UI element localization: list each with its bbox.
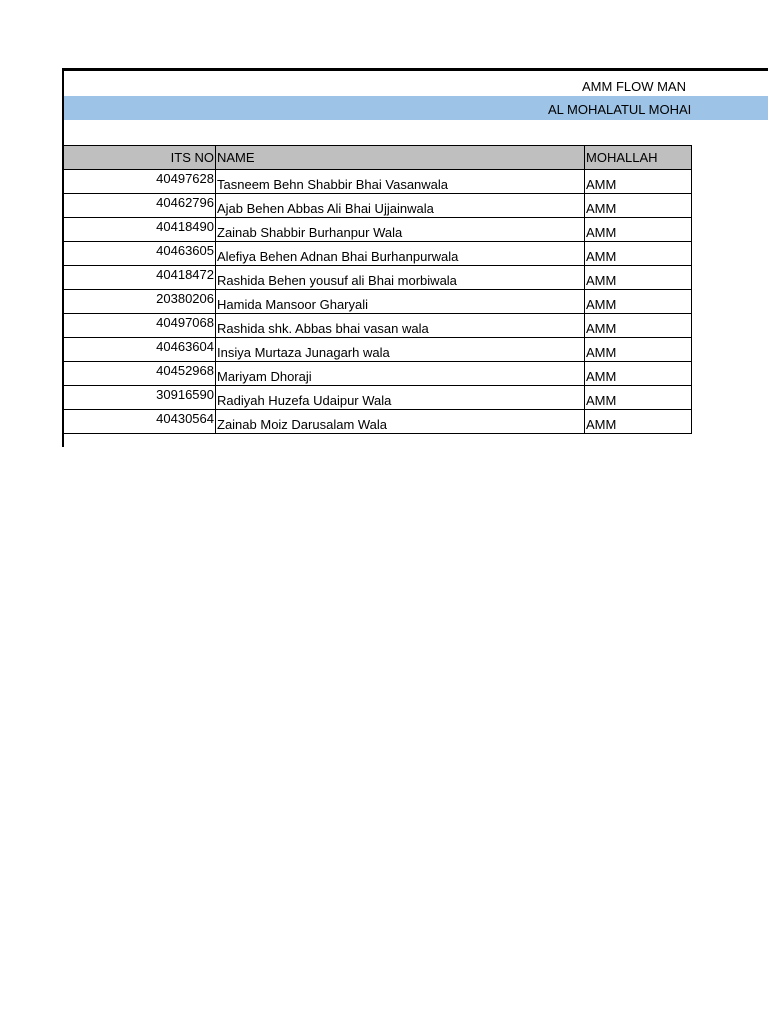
mohallah-cell: AMM xyxy=(585,386,692,410)
table-row xyxy=(64,290,692,314)
table-row xyxy=(64,242,692,266)
table-row xyxy=(64,218,692,242)
table-row xyxy=(64,314,692,338)
name-cell: Zainab Shabbir Burhanpur Wala xyxy=(216,218,585,242)
table-row xyxy=(64,410,692,434)
mohallah-cell: AMM xyxy=(585,410,692,434)
its-no-cell: 40418490 xyxy=(64,218,216,242)
header-row xyxy=(64,146,692,170)
mohallah-cell: AMM xyxy=(585,170,692,194)
header-its-no: ITS NO xyxy=(64,146,216,170)
name-cell: Rashida shk. Abbas bhai vasan wala xyxy=(216,314,585,338)
table-row xyxy=(64,338,692,362)
its-no-cell: 40418472 xyxy=(64,266,216,290)
mohallah-cell: AMM xyxy=(585,338,692,362)
name-cell: Zainab Moiz Darusalam Wala xyxy=(216,410,585,434)
mohallah-cell: AMM xyxy=(585,290,692,314)
table-row xyxy=(64,266,692,290)
name-cell: Hamida Mansoor Gharyali xyxy=(216,290,585,314)
mohallah-cell: AMM xyxy=(585,266,692,290)
table-row xyxy=(64,386,692,410)
sheet-subtitle: AL MOHALATUL MOHAI xyxy=(548,102,692,117)
name-cell: Rashida Behen yousuf ali Bhai morbiwala xyxy=(216,266,585,290)
its-no-cell: 20380206 xyxy=(64,290,216,314)
title-row xyxy=(64,71,768,96)
its-no-cell: 40497628 xyxy=(64,170,216,194)
its-no-cell: 40462796 xyxy=(64,194,216,218)
mohallah-cell: AMM xyxy=(585,218,692,242)
table-body xyxy=(64,170,692,434)
its-no-cell: 40463605 xyxy=(64,242,216,266)
its-no-cell: 30916590 xyxy=(64,386,216,410)
table-row xyxy=(64,362,692,386)
mohallah-cell: AMM xyxy=(585,194,692,218)
subtitle-band xyxy=(64,96,768,120)
header-name: NAME xyxy=(216,146,585,170)
table-row xyxy=(64,194,692,218)
name-cell: Mariyam Dhoraji xyxy=(216,362,585,386)
header-mohallah: MOHALLAH xyxy=(585,146,692,170)
name-cell: Ajab Behen Abbas Ali Bhai Ujjainwala xyxy=(216,194,585,218)
its-no-cell: 40430564 xyxy=(64,410,216,434)
sheet-title: AMM FLOW MAN xyxy=(582,79,686,94)
members-table xyxy=(63,145,692,434)
name-cell: Radiyah Huzefa Udaipur Wala xyxy=(216,386,585,410)
spreadsheet-page xyxy=(62,68,768,448)
mohallah-cell: AMM xyxy=(585,314,692,338)
its-no-cell: 40463604 xyxy=(64,338,216,362)
name-cell: Alefiya Behen Adnan Bhai Burhanpurwala xyxy=(216,242,585,266)
its-no-cell: 40497068 xyxy=(64,314,216,338)
name-cell: Insiya Murtaza Junagarh wala xyxy=(216,338,585,362)
mohallah-cell: AMM xyxy=(585,242,692,266)
mohallah-cell: AMM xyxy=(585,362,692,386)
name-cell: Tasneem Behn Shabbir Bhai Vasanwala xyxy=(216,170,585,194)
table-row xyxy=(64,170,692,194)
its-no-cell: 40452968 xyxy=(64,362,216,386)
